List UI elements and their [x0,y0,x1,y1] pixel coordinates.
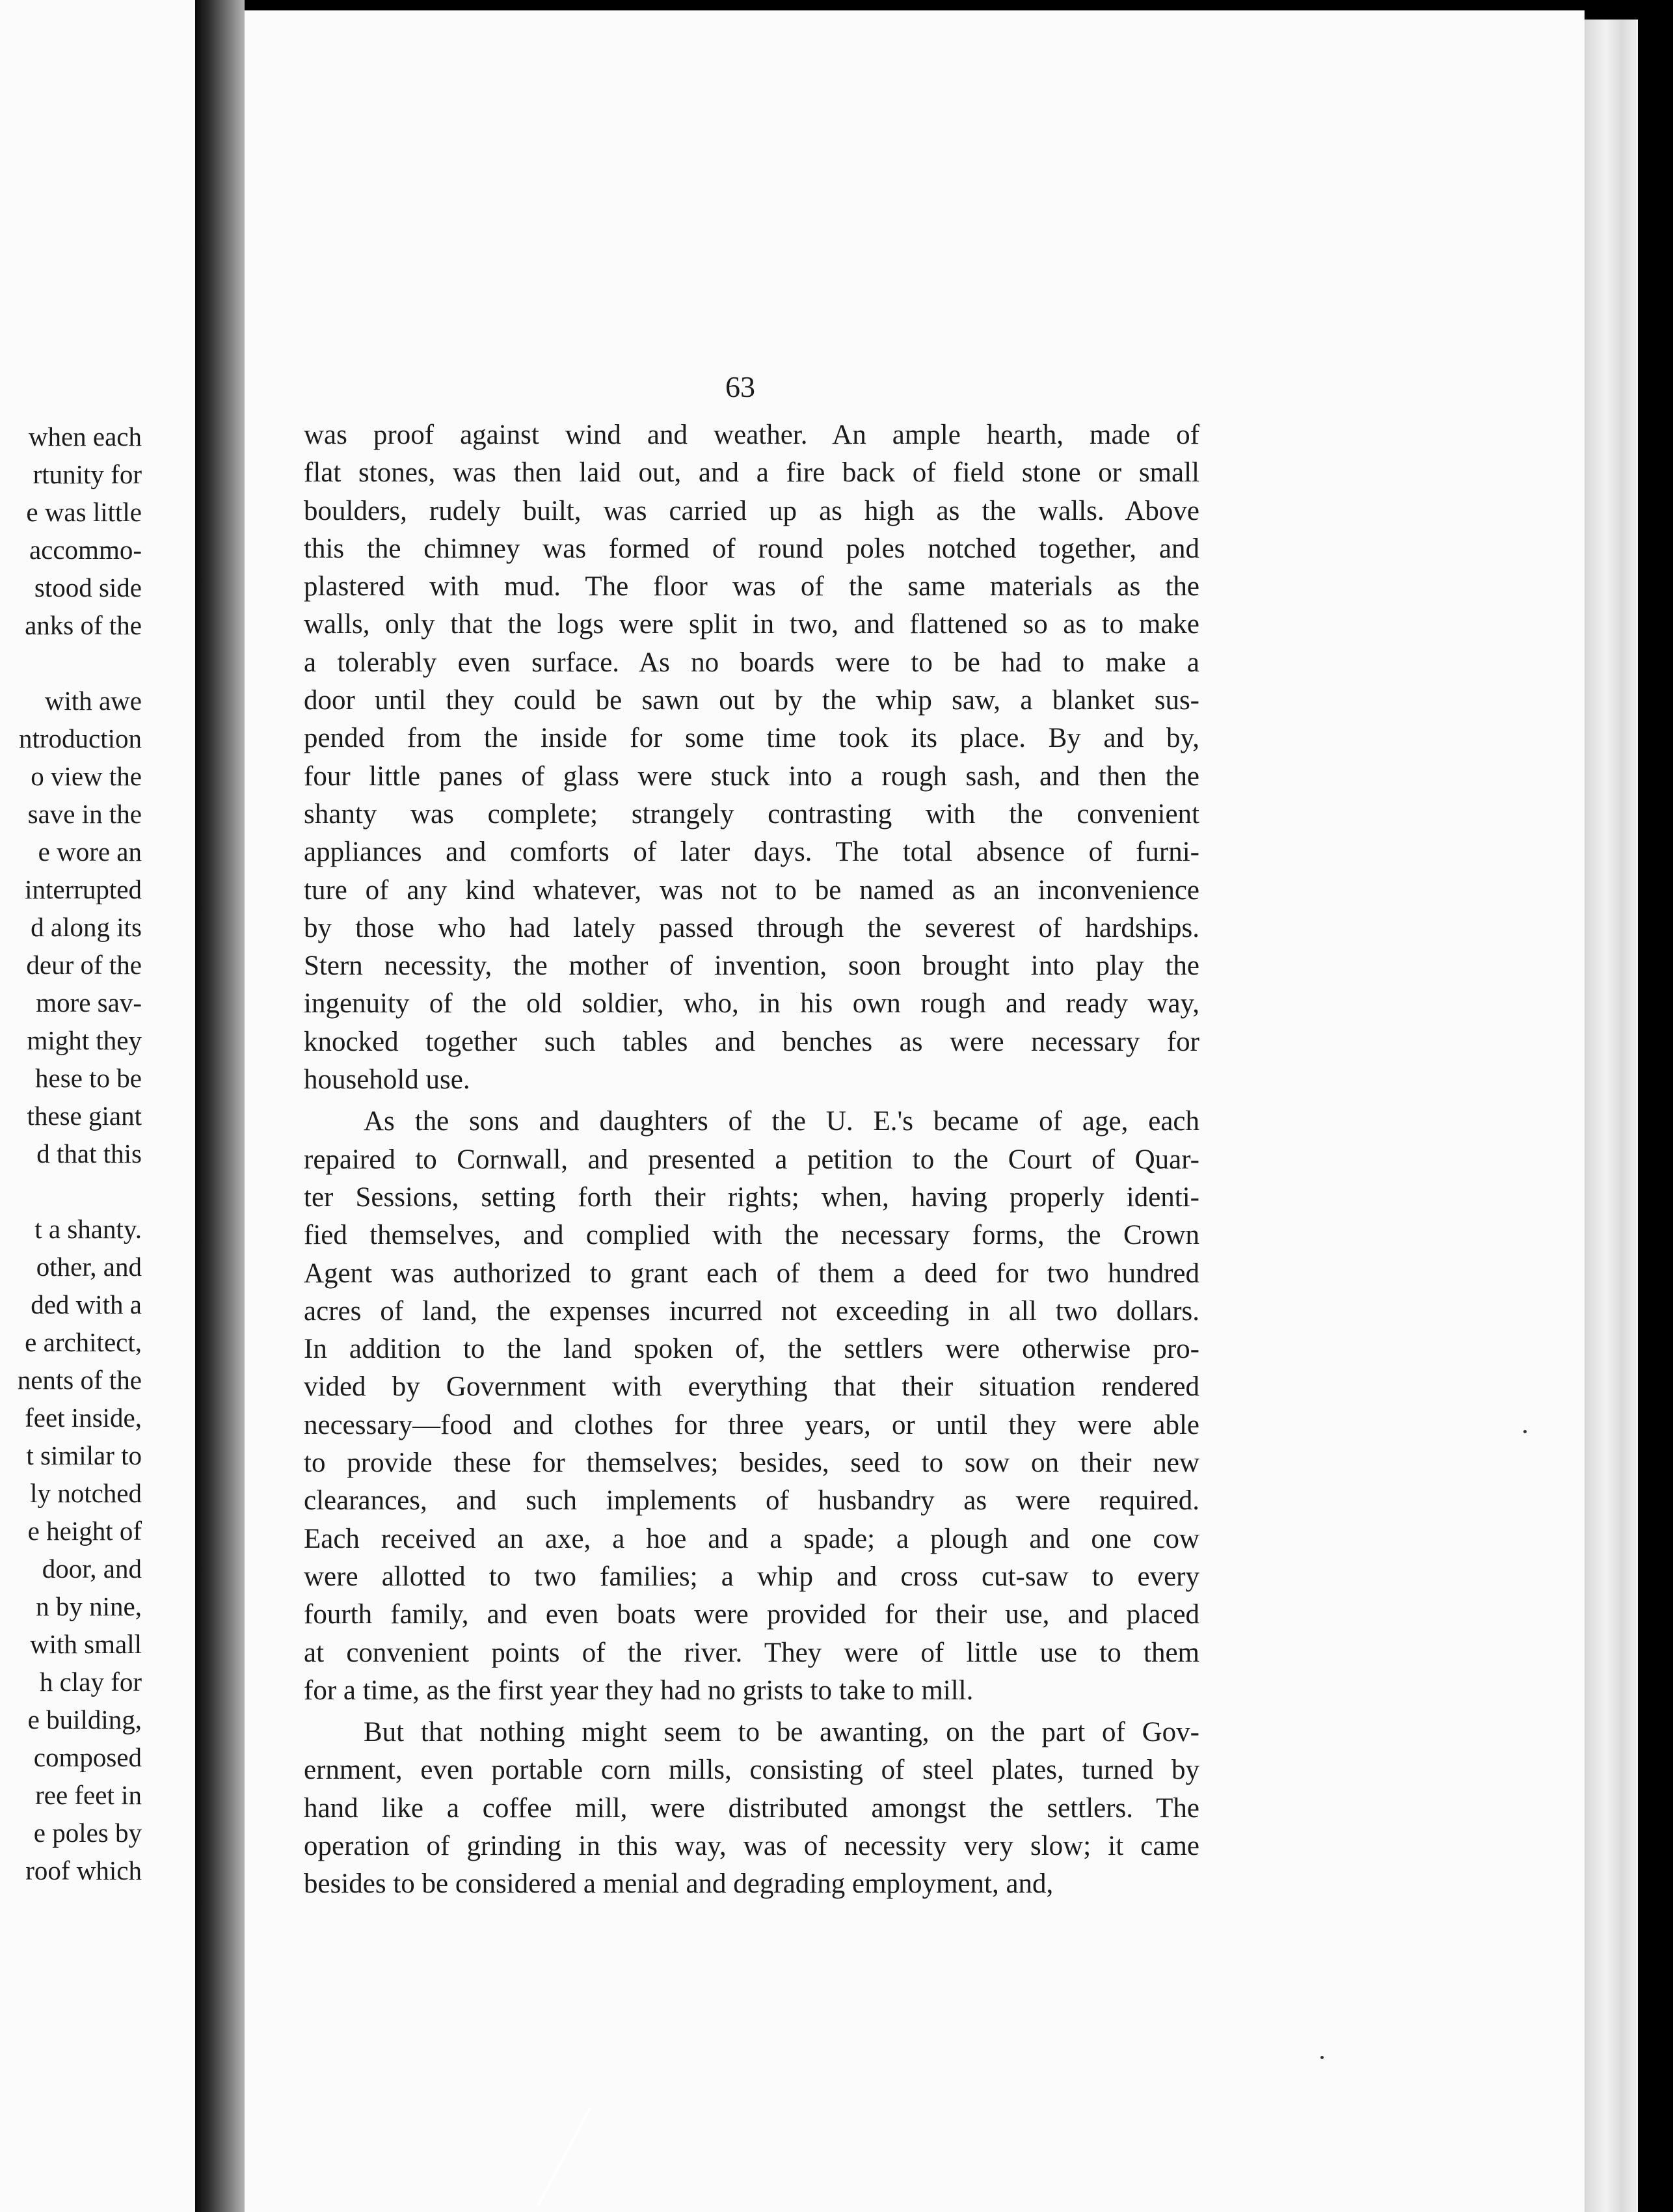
text-line: repaired to Cornwall, and presented a petition to the Court of Quar- [304,1144,1199,1175]
left-page-line: e was little [26,497,142,527]
left-page-line: t similar to [26,1440,142,1470]
text-line: ingenuity of the old soldier, who, in his own rough and ready way, [304,988,1199,1019]
left-page-line: with awe [44,686,142,716]
left-page-line: might they [27,1025,142,1055]
left-page-line: feet inside, [25,1403,142,1433]
text-line: at convenient points of the river. They were of little use to them [304,1637,1199,1668]
left-page-line: t a shanty. [34,1214,142,1244]
left-page-line: ntroduction [18,723,142,753]
left-page-line: door, and [42,1554,142,1584]
text-line: Stern necessity, the mother of invention, soon brought into play the [304,951,1199,982]
book-gutter-shadow [195,0,245,2212]
page-body-text [304,416,1199,1904]
text-line: Agent was authorized to grant each of them a deed for two hundred [304,1258,1199,1289]
text-line: ture of any kind whatever, was not to be named as an inconvenience [304,874,1199,906]
left-page-line: nents of the [17,1365,142,1395]
paper-speck [1320,2056,1324,2059]
left-page-line: d that this [36,1139,142,1168]
text-line: acres of land, the expenses incurred not exceeding in all two dollars. [304,1295,1199,1327]
text-line: ter Sessions, setting forth their rights; when, having properly identi- [304,1181,1199,1213]
text-line: door until they could be sawn out by the whip saw, a blanket sus- [304,685,1199,716]
text-line: ernment, even portable corn mills, consisting of steel plates, turned by [304,1755,1199,1786]
left-page-line: e wore an [38,837,142,867]
left-page-line: e poles by [33,1818,142,1848]
text-line: fourth family, and even boats were provided for their use, and placed [304,1599,1199,1630]
left-page-line: anks of the [25,610,142,640]
left-page-line: e height of [27,1516,142,1546]
page-number: 63 [725,370,755,403]
text-line: fied themselves, and complied with the necessary forms, the Crown [304,1220,1199,1251]
text-line: operation of grinding in this way, was of necessity very slow; it came [304,1830,1199,1861]
left-page-line: when each [28,422,142,452]
text-line: clearances, and such implements of husbandry as were required. [304,1485,1199,1517]
text-line: hand like a coffee mill, were distributed amongst the settlers. The [304,1792,1199,1824]
left-page-line: deur of the [26,950,142,980]
left-page-line: e architect, [25,1327,142,1357]
left-page-line: other, and [36,1252,142,1282]
paragraph [304,1714,1199,1903]
left-page-line: d along its [31,912,142,942]
text-line: As the sons and daughters of the U. E.'s became of age, each [364,1106,1199,1137]
left-page-line: accommo- [29,535,142,565]
left-facing-page [0,0,195,2212]
left-page-line: hese to be [35,1063,142,1093]
left-page-line: n by nine, [36,1591,142,1621]
text-line: was proof against wind and weather. An ample hearth, made of [304,420,1199,450]
text-line: appliances and comforts of later days. The total absence of furni- [304,837,1199,868]
left-page-line: stood side [34,573,142,602]
text-line: for a time, as the first year they had no grists to take to mill. [304,1675,974,1706]
text-line: plastered with mud. The floor was of the same materials as the [304,571,1199,602]
text-line: household use. [304,1064,470,1096]
text-line: besides to be considered a menial and degrading employment, and, [304,1868,1054,1900]
text-line: a tolerably even surface. As no boards were to be had to make a [304,647,1199,678]
page-edges [1585,20,1638,2212]
left-page-line: interrupted [25,874,142,904]
text-line: But that nothing might seem to be awanting, on the part of Gov- [364,1717,1199,1748]
text-line: were allotted to two families; a whip and cross cut-saw to every [304,1561,1199,1592]
paragraph [304,416,1199,1099]
left-page-line [18,644,142,682]
paper-speck [1523,1430,1527,1433]
text-line: necessary—food and clothes for three years, or until they were able [304,1409,1199,1440]
left-page-line [18,1172,142,1210]
left-page-text [18,418,142,1889]
left-page-line: composed [33,1742,142,1772]
text-line: knocked together such tables and benches as were necessary for [304,1026,1199,1057]
text-line: vided by Government with everything that their situation rendered [304,1371,1199,1403]
text-line: Each received an axe, a hoe and a spade; a plough and one cow [304,1523,1199,1554]
left-page-line: e building, [27,1705,142,1734]
left-page-line: h clay for [39,1667,142,1697]
text-line: walls, only that the logs were split in two, and flattened so as to make [304,609,1199,640]
left-page-line: with small [30,1629,142,1659]
text-line: by those who had lately passed through the severest of hardships. [304,912,1199,943]
left-page-line: ree feet in [35,1780,142,1810]
left-page-line: ly notched [30,1478,142,1508]
text-line: this the chimney was formed of round poles notched together, and [304,533,1199,564]
left-page-line: rtunity for [33,459,142,489]
left-page-line: ded with a [31,1289,142,1319]
text-line: pended from the inside for some time took its place. By and by, [304,723,1199,754]
left-page-line: o view the [31,761,142,791]
text-line: In addition to the land spoken of, the settlers were otherwise pro- [304,1334,1199,1365]
left-page-line: these giant [27,1101,142,1131]
left-page-line: more sav- [36,988,142,1018]
left-page-line: roof which [25,1855,142,1885]
text-line: shanty was complete; strangely contrasting with the convenient [304,798,1199,830]
paragraph [304,1103,1199,1710]
text-line: to provide these for themselves; besides, seed to sow on their new [304,1448,1199,1479]
text-line: flat stones, was then laid out, and a fire back of field stone or small [304,457,1199,489]
text-line: four little panes of glass were stuck into a rough sash, and then the [304,761,1199,792]
left-page-line: save in the [27,799,142,829]
text-line: boulders, rudely built, was carried up as high as the walls. Above [304,495,1199,526]
